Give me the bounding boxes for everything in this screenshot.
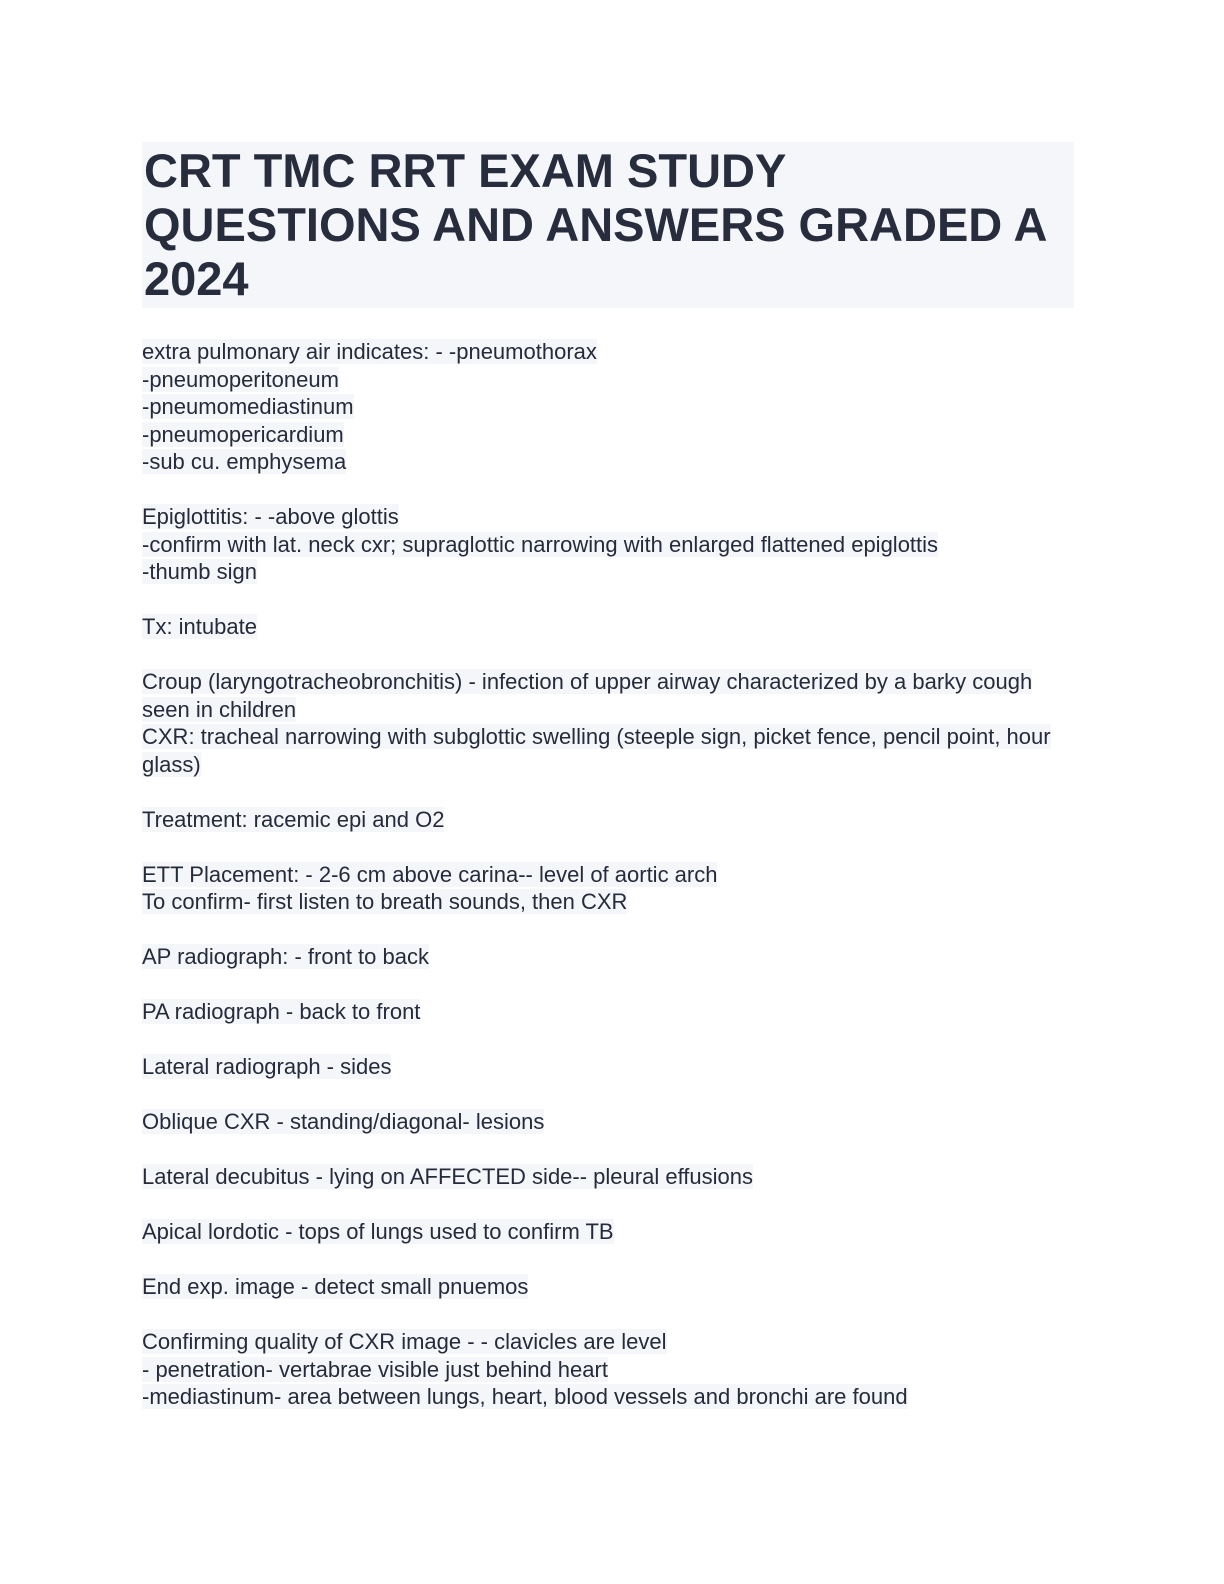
qa-entry (142, 668, 1074, 778)
entry-line-wrap (142, 338, 1074, 366)
qa-entry (142, 861, 1074, 916)
entry-line-wrap (142, 1218, 1074, 1246)
qa-entry (142, 1108, 1074, 1136)
entry-line-wrap (142, 1328, 1074, 1356)
entry-line: ETT Placement: - 2-6 cm above carina-- level of aortic arch (142, 861, 718, 887)
entry-line: To confirm- first listen to breath sounds, then CXR (142, 889, 628, 914)
qa-entry (142, 338, 1074, 476)
entry-line: Treatment: racemic epi and O2 (142, 806, 445, 832)
entry-line: -mediastinum- area between lungs, heart, blood vessels and bronchi are found (142, 1384, 908, 1409)
entry-line: Lateral radiograph - sides (142, 1054, 392, 1079)
entry-line: PA radiograph - back to front (142, 999, 421, 1024)
entry-line-wrap (142, 943, 1074, 971)
qa-entry (142, 943, 1074, 971)
entry-line-wrap (142, 503, 1074, 531)
entry-line: Confirming quality of CXR image - - clavicles are level (142, 1329, 667, 1354)
entry-line: Epiglottitis: - -above glottis (142, 504, 399, 529)
entry-line-wrap (142, 393, 1074, 421)
entry-line-wrap (142, 1356, 1074, 1384)
entry-line-wrap (142, 1108, 1074, 1136)
entry-line: Tx: intubate (142, 614, 257, 639)
entry-line-wrap (142, 1053, 1074, 1081)
entry-line-wrap (142, 668, 1074, 723)
entry-line-wrap (142, 861, 1074, 889)
qa-entry (142, 1218, 1074, 1246)
entry-line: -sub cu. emphysema (142, 449, 347, 474)
qa-entry (142, 1163, 1074, 1191)
entry-line: Oblique CXR - standing/diagonal- lesions (142, 1109, 545, 1134)
entry-line-wrap (142, 998, 1074, 1026)
entry-line: -pneumomediastinum (142, 394, 354, 419)
title-block (142, 142, 1074, 308)
entry-line-wrap (142, 1273, 1074, 1301)
entry-line: -confirm with lat. neck cxr; supraglottic narrowing with enlarged flattened epiglottis (142, 531, 939, 557)
entry-line-wrap (142, 421, 1074, 449)
qa-entry (142, 1273, 1074, 1301)
entry-line: extra pulmonary air indicates: - -pneumothorax (142, 339, 597, 364)
qa-entry (142, 1053, 1074, 1081)
entry-line-wrap (142, 531, 1074, 559)
entry-line-wrap (142, 558, 1074, 586)
entry-line: Apical lordotic - tops of lungs used to confirm TB (142, 1219, 614, 1244)
document-body (142, 338, 1074, 1411)
document-page (142, 142, 1074, 1438)
entry-line-wrap (142, 888, 1074, 916)
qa-entry (142, 998, 1074, 1026)
entry-line: -thumb sign (142, 559, 257, 584)
entry-line-wrap (142, 448, 1074, 476)
entry-line: Croup (laryngotracheobronchitis) - infection of upper airway characterized by a barky cough seen in children (142, 669, 1033, 722)
entry-line-wrap (142, 1163, 1074, 1191)
entry-line-wrap (142, 806, 1074, 834)
qa-entry (142, 1328, 1074, 1411)
qa-entry (142, 503, 1074, 586)
entry-line: End exp. image - detect small pnuemos (142, 1274, 529, 1299)
entry-line: -pneumopericardium (142, 421, 344, 447)
entry-line-wrap (142, 723, 1074, 778)
entry-line: - penetration- vertabrae visible just behind heart (142, 1356, 608, 1382)
entry-line: AP radiograph: - front to back (142, 944, 429, 969)
entry-line-wrap (142, 366, 1074, 394)
document-title: CRT TMC RRT EXAM STUDY QUESTIONS AND ANSWERS GRADED A 2024 (144, 144, 1046, 305)
entry-line-wrap (142, 613, 1074, 641)
entry-line: -pneumoperitoneum (142, 366, 339, 392)
entry-line: Lateral decubitus - lying on AFFECTED side-- pleural effusions (142, 1164, 753, 1189)
qa-entry (142, 613, 1074, 641)
entry-line-wrap (142, 1383, 1074, 1411)
entry-line: CXR: tracheal narrowing with subglottic swelling (steeple sign, picket fence, pencil point, hour glass) (142, 724, 1051, 777)
qa-entry (142, 806, 1074, 834)
